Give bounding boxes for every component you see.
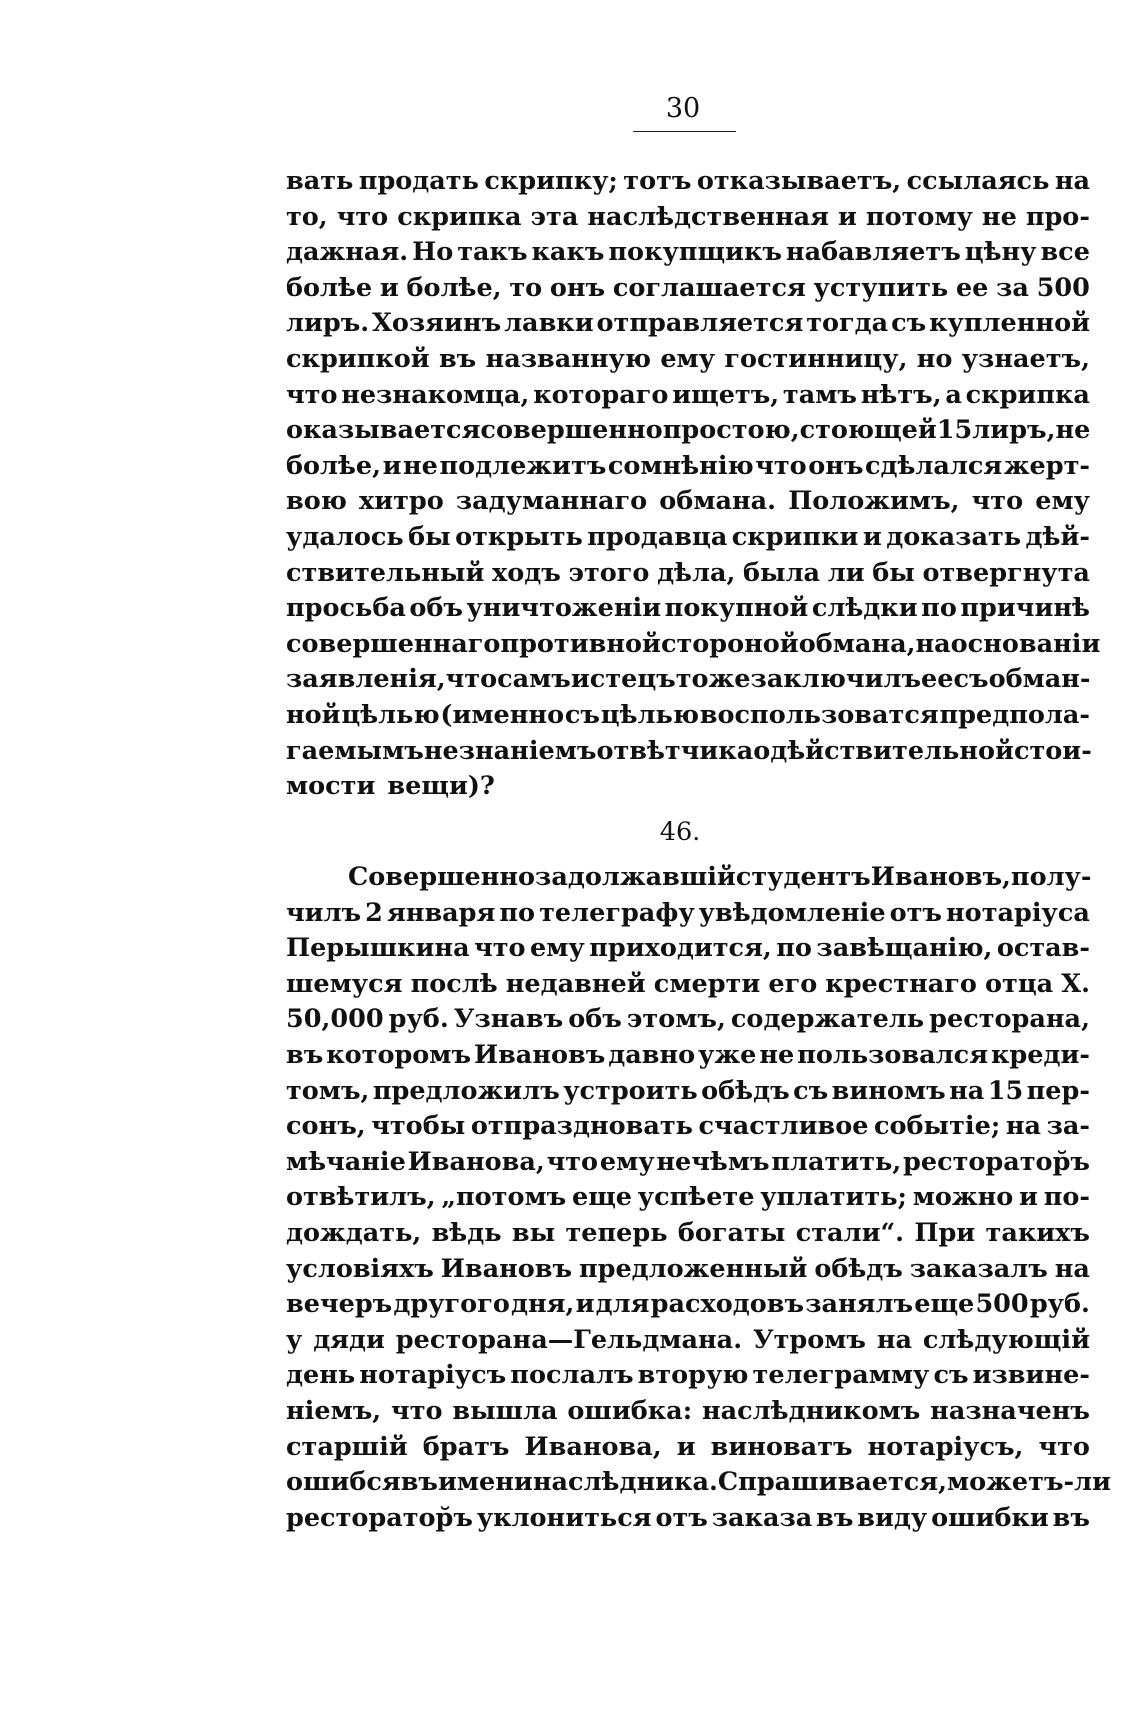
text-line: условіяхъ Ивановъ предложенный обѣдъ заказалъ на	[286, 1253, 1090, 1284]
section-number: 46.	[659, 817, 701, 847]
text-line: Перышкина что ему приходится, по завѣщанію, остав-	[286, 933, 1090, 964]
text-line: заявленія, что самъ истецъ тоже заключилъ ее съ обман-	[286, 664, 1091, 695]
text-line: ной цѣлью (именно съ цѣлью воспользоватся предпола-	[286, 699, 1090, 730]
text-line: день нотаріусъ послалъ вторую телеграмму съ извине-	[286, 1360, 1090, 1391]
page-number: 30	[665, 93, 701, 124]
text-line: чилъ 2 января по телеграфу увѣдомленіе отъ нотаріуса	[286, 897, 1090, 928]
text-line: сонъ, чтобы отпраздновать счастливое событіе; на за-	[286, 1111, 1090, 1142]
text-line: вою хитро задуманнаго обмана. Положимъ, что ему	[286, 486, 1090, 517]
paragraph-continuation	[286, 164, 1101, 805]
text-line: мѣчаніе Иванова, что ему нечѣмъ платить, ресторатор̆ъ	[286, 1146, 1090, 1177]
text-line: оказывается совершенно простою, стоющей 15 лиръ, не	[286, 415, 1091, 446]
text-line: то, что скрипка эта наслѣдственная и потому не про-	[286, 201, 1090, 232]
text-line: просьба объ уничтоженіи покупной слѣдки по причинѣ	[286, 593, 1090, 624]
text-line: болѣе, и не подлежитъ сомнѣнію что онъ сдѣлался жерт-	[286, 450, 1090, 481]
text-line: ресторатор̆ъ уклониться отъ заказа въ виду ошибки въ	[286, 1502, 1090, 1533]
text-line: вечеръ другого дня, и для расходовъ занялъ еще 500 руб.	[286, 1289, 1090, 1320]
text-line: ствительный ходъ этого дѣла, была ли бы отвергнута	[286, 557, 1090, 588]
text-line: 50,000 руб. Узнавъ объ этомъ, содержатель ресторана,	[286, 1004, 1090, 1035]
text-line: томъ, предложилъ устроить обѣдъ съ виномъ на 15 пер-	[286, 1075, 1090, 1106]
text-line: лиръ. Хозяинъ лавки отправляется тогда съ купленной	[286, 308, 1090, 339]
paragraph-section-46	[286, 860, 1111, 1536]
text-line: старшій братъ Иванова, и виноватъ нотаріусъ, что	[286, 1431, 1090, 1462]
text-line: гаемымъ незнаніемъ отвѣтчика о дѣйствительной стои-	[286, 735, 1092, 766]
text-line: мости вещи)?	[286, 771, 495, 802]
text-line: ніемъ, что вышла ошибка: наслѣдникомъ назначенъ	[286, 1395, 1090, 1426]
text-line: у дяди ресторана—Гельдмана. Утромъ на слѣдующій	[286, 1324, 1090, 1355]
text-line: удалось бы открыть продавца скрипки и доказать дѣй-	[286, 521, 1090, 552]
text-line: въ которомъ Ивановъ давно уже не пользовался креди-	[286, 1039, 1090, 1070]
text-line: что незнакомца, котораго ищетъ, тамъ нѣтъ, а скрипка	[286, 379, 1090, 410]
text-line: Совершенно задолжавшій студентъ Ивановъ, полу-	[348, 862, 1092, 892]
text-line: отвѣтилъ, „потомъ еще успѣете уплатить; можно и по-	[286, 1182, 1090, 1213]
text-line: шемуся послѣ недавней смерти его крестнаго отца Х.	[286, 968, 1090, 999]
page-number-rule	[633, 131, 736, 132]
text-line: ошибся въ имени наслѣдника. Спрашивается, можетъ-ли	[286, 1467, 1111, 1498]
text-line: совершеннаго противной стороной обмана, на основаніи	[286, 628, 1101, 659]
text-line: дажная. Но такъ какъ покупщикъ набавляетъ цѣну все	[286, 237, 1090, 268]
text-line: вать продать скрипку; тотъ отказываетъ, ссылаясь на	[286, 166, 1090, 196]
text-line: скрипкой въ названную ему гостинницу, но узнаетъ,	[286, 343, 1090, 374]
text-line: дождать, вѣдь вы теперь богаты стали“. При такихъ	[286, 1217, 1090, 1248]
text-line: болѣе и болѣе, то онъ соглашается уступить ее за 500	[286, 272, 1090, 303]
